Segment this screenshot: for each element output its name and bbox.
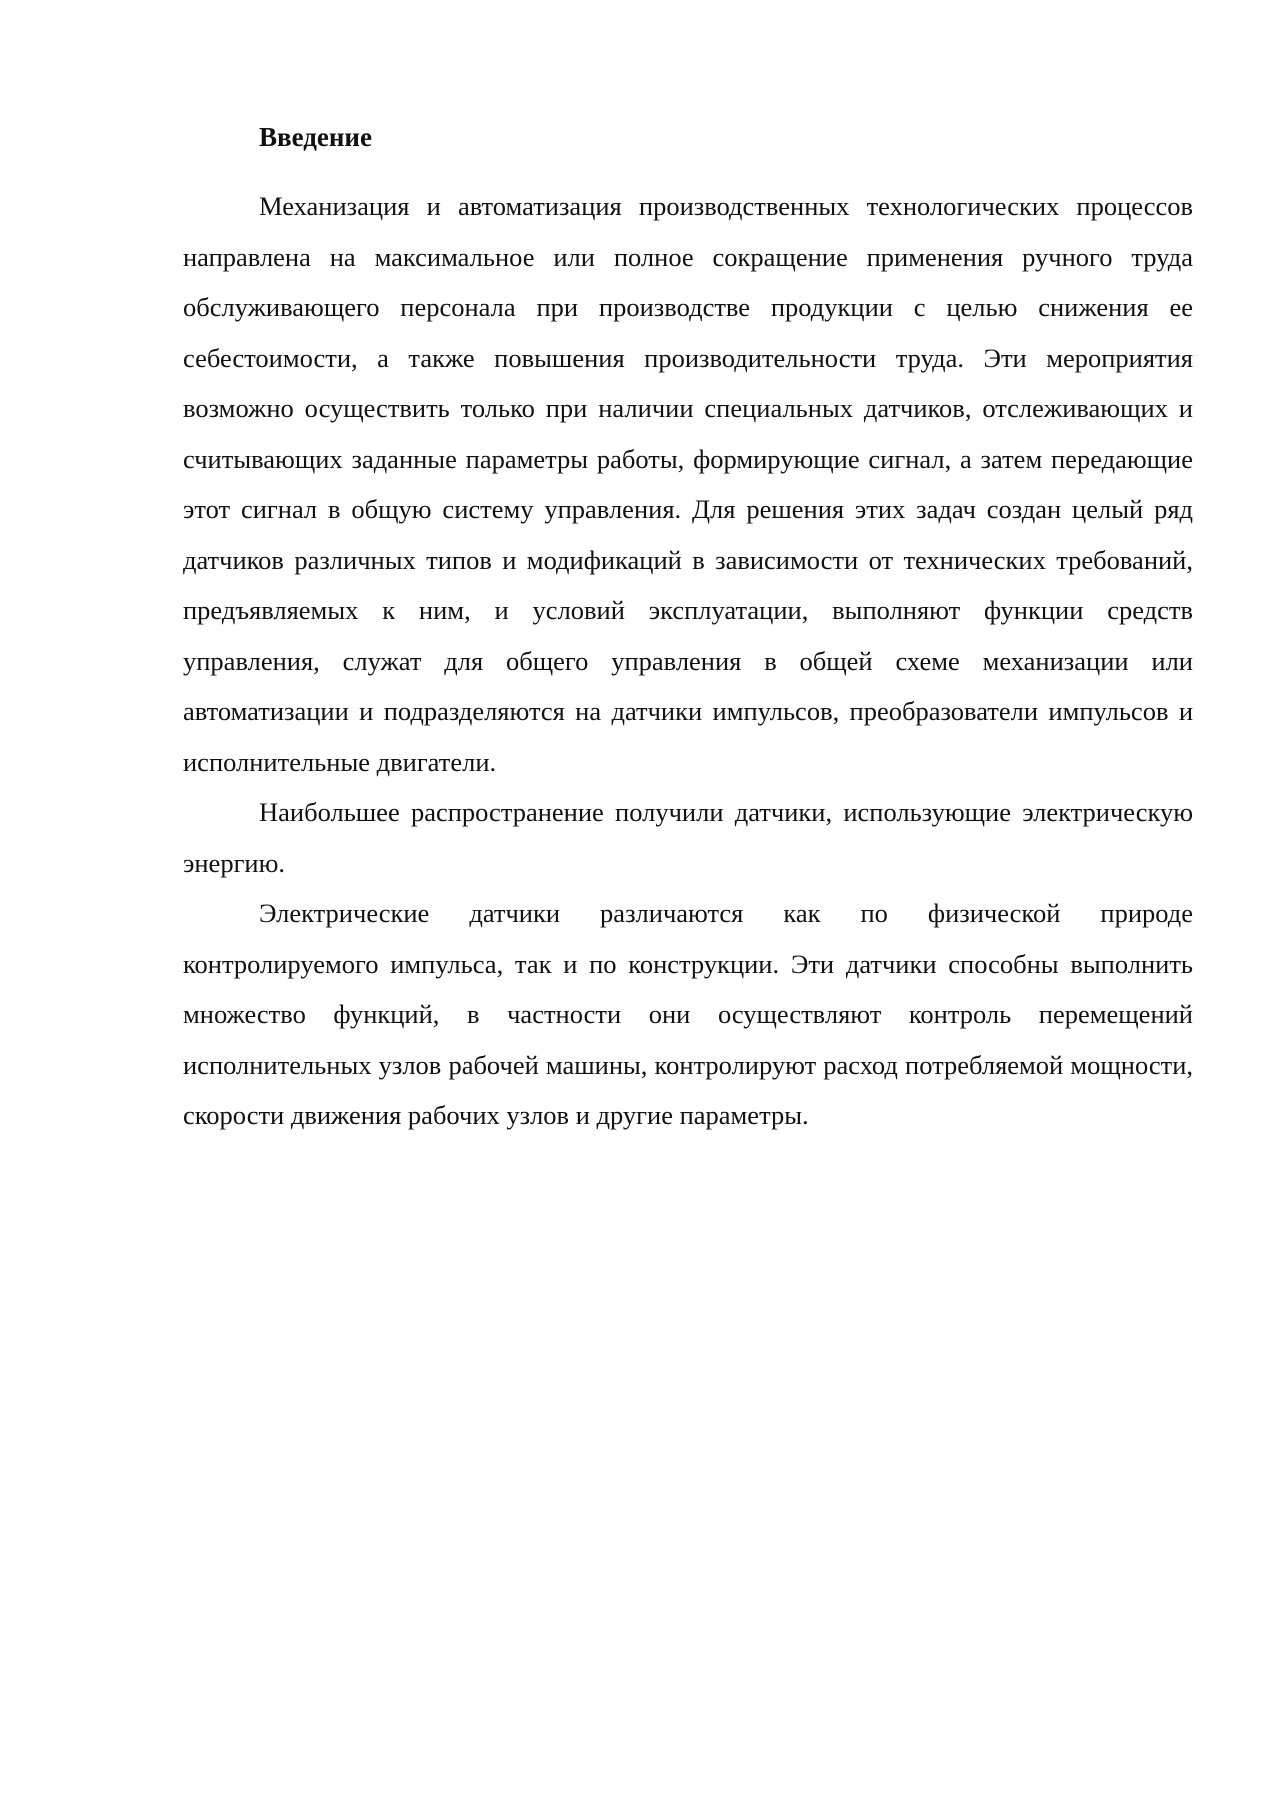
document-body bbox=[183, 117, 1193, 1141]
paragraph-2: Наибольшее распространение получили датчики, использующие электрическую энергию. bbox=[183, 797, 1193, 878]
paragraph-1: Механизация и автоматизация производственных технологических процессов направлена на максимальное или полное сокращение применения ручного труда обслуживающего персонала при производстве продукции с целью снижения ее себестоимости, а также повышения производительности труда. Эти мероприятия возможно осуществить только при наличии специальных датчиков, отслеживающих и считывающих заданные параметры работы, формирующие сигнал, а затем передающие этот сигнал в общую систему управления. Для решения этих задач создан целый ряд датчиков различных типов и модификаций в зависимости от технических требований, предъявляемых к ним, и условий эксплуатации, выполняют функции средств управления, служат для общего управления в общей схеме механизации или автоматизации и подразделяются на датчики импульсов, преобразователи импульсов и исполнительные двигатели. bbox=[183, 191, 1193, 777]
paragraph-3: Электрические датчики различаются как по физической природе контролируемого импульса, так и по конструкции. Эти датчики способны выполнить множество функций, в частности они осуществляют контроль перемещений исполнительных узлов рабочей машины, контролируют расход потребляемой мощности, скорости движения рабочих узлов и другие параметры. bbox=[183, 898, 1193, 1130]
section-heading: Введение bbox=[259, 122, 372, 152]
